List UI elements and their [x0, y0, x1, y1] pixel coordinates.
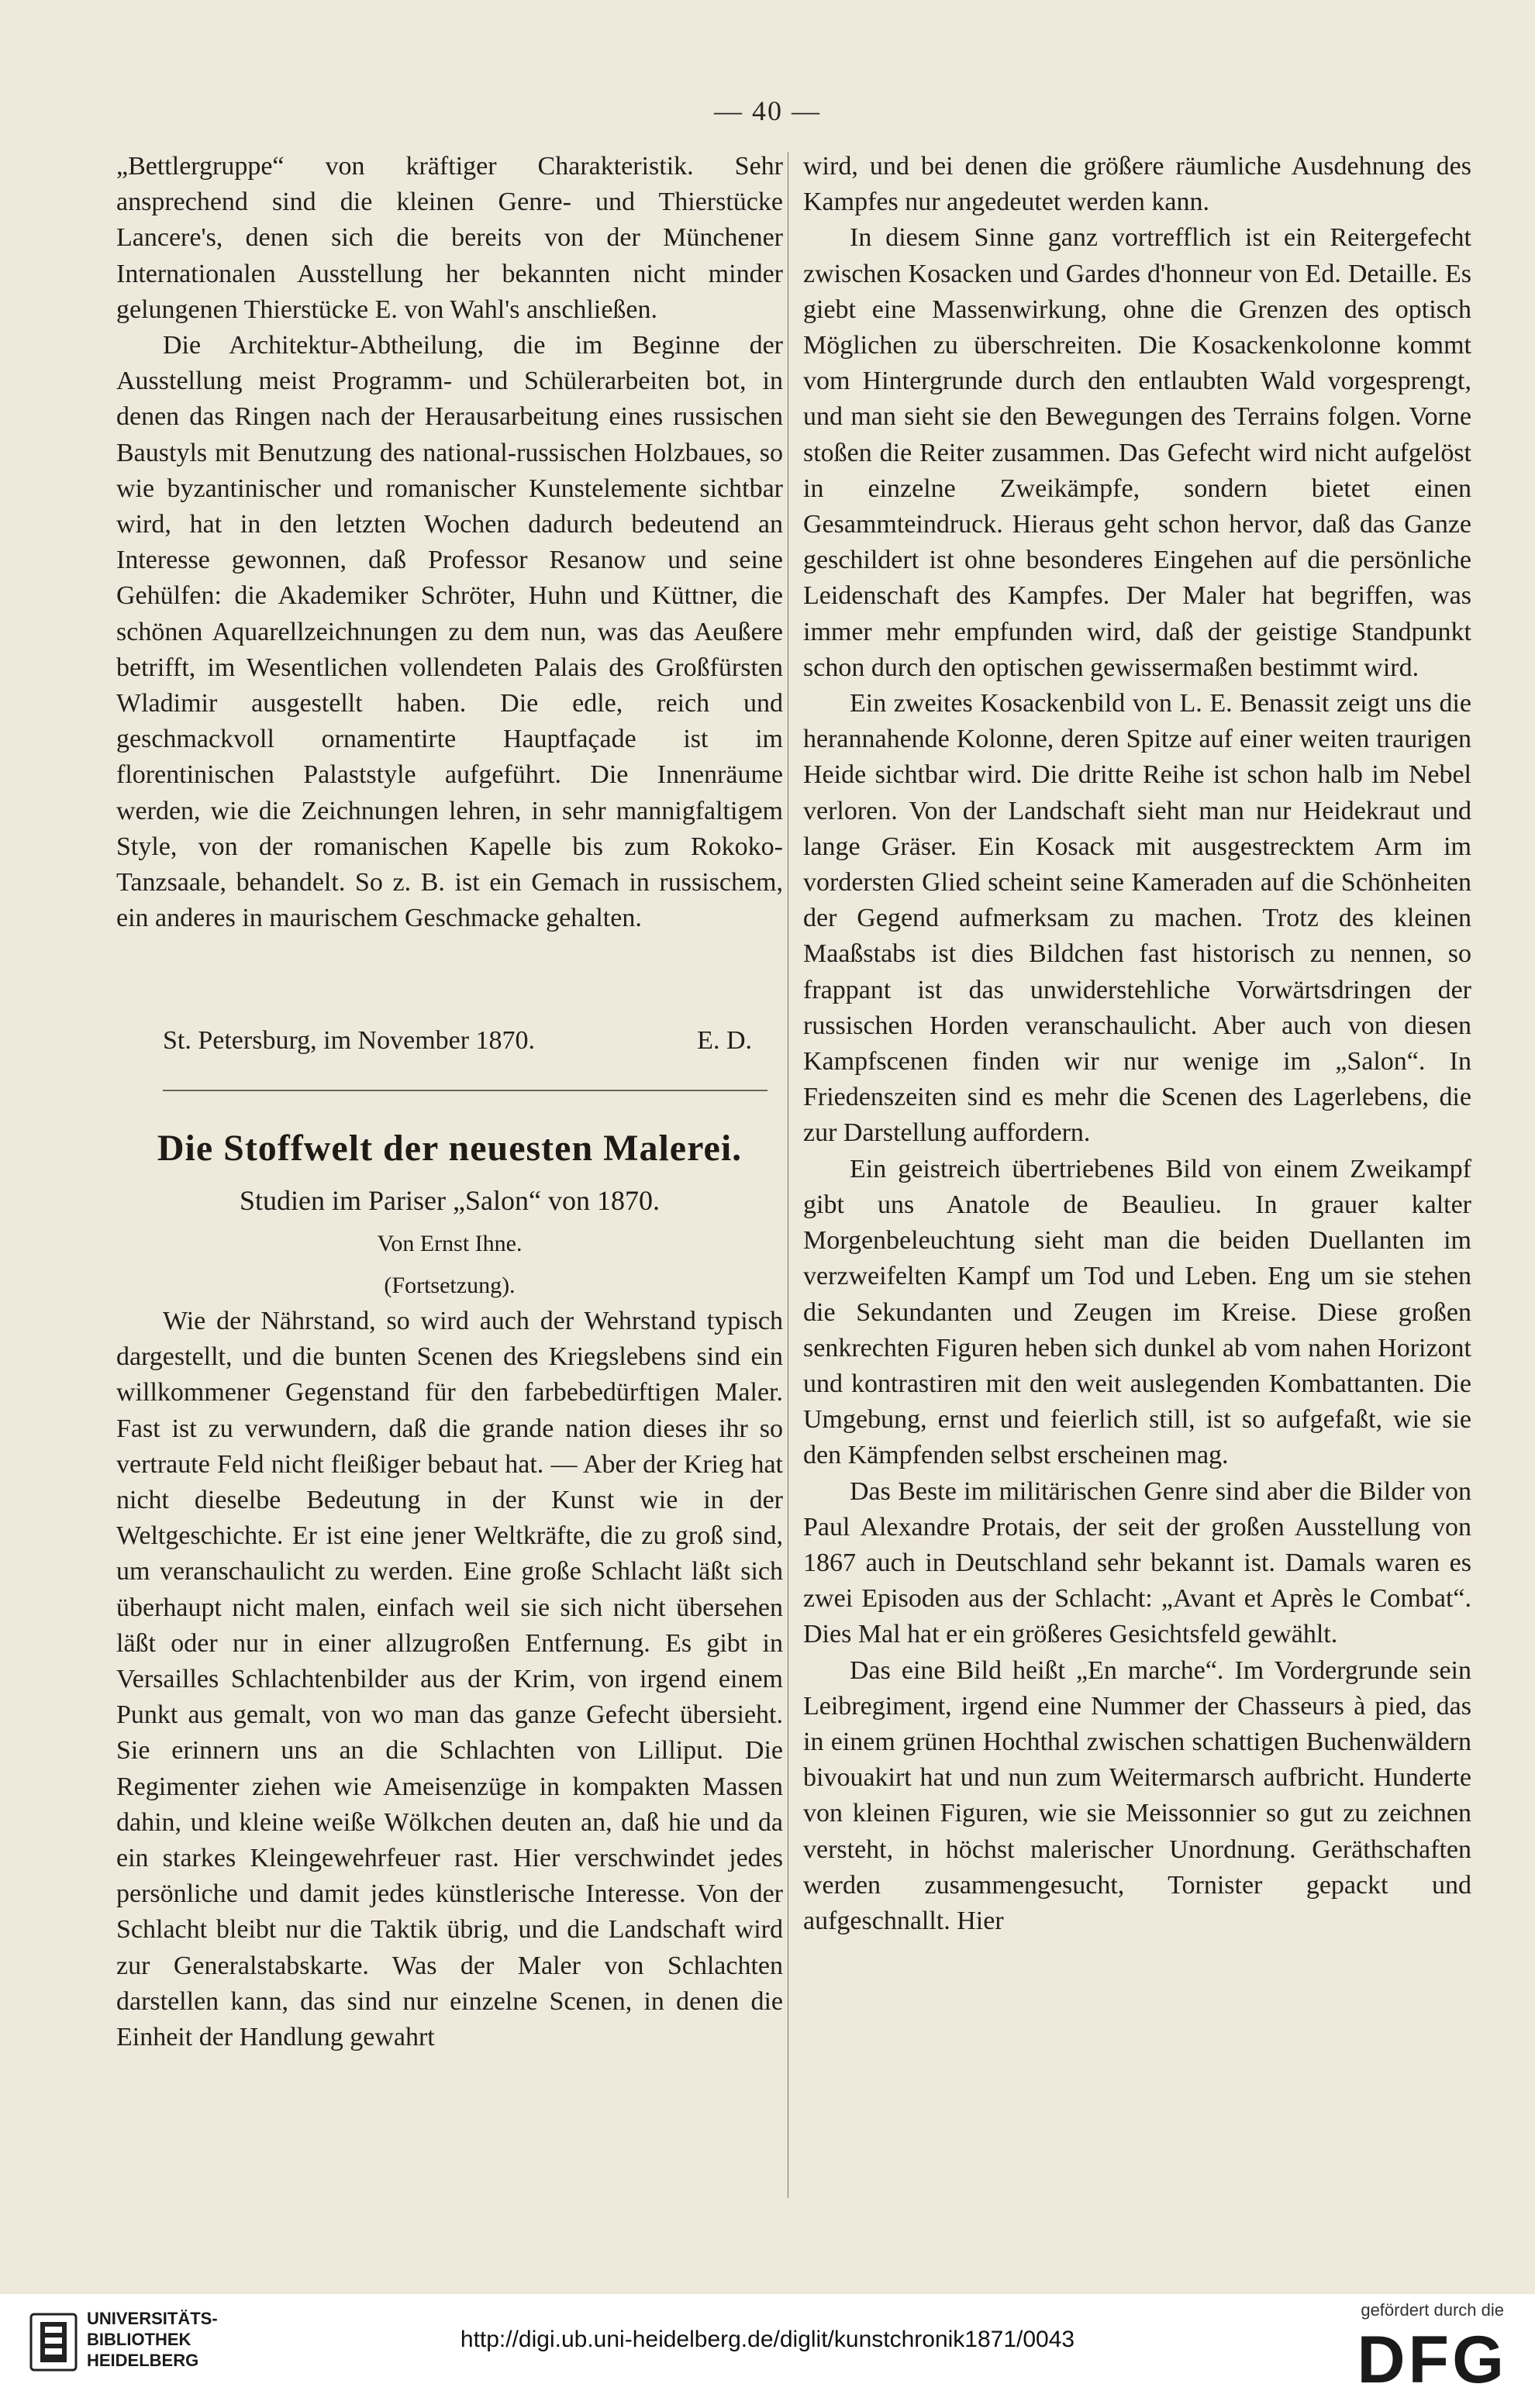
funded-by-label: gefördert durch die — [1361, 2300, 1504, 2320]
library-line-2: BIBLIOTHEK — [87, 2330, 191, 2349]
paragraph: „Bettlergruppe“ von kräftiger Charakteristik. Sehr ansprechend sind die kleinen Genre- und Thierstücke Lancere's, denen sich die bereits von der Münchener Internationalen Ausstellung her bekannten nicht minder gelungenen Thierstücke E. von Wahl's anschließen. — [116, 152, 783, 324]
right-column — [803, 149, 1471, 1939]
article-subtitle: Studien im Pariser „Salon“ von 1870. — [240, 1185, 660, 1216]
dfg-logo: DFG — [1357, 2323, 1507, 2397]
article-header — [116, 1125, 783, 1304]
page-number: — 40 — — [714, 95, 821, 126]
paragraph: wird, und bei denen die größere räumliche Ausdehnung des Kampfes nur angedeutet werden kann. — [803, 152, 1471, 217]
signature-row — [116, 1023, 783, 1059]
left-column-article — [116, 1304, 783, 2055]
library-line-3: HEIDELBERG — [87, 2351, 199, 2370]
article-title: Die Stoffwelt der neuesten Malerei. — [157, 1128, 743, 1169]
paragraph: In diesem Sinne ganz vortrefflich ist ein Reitergefecht zwischen Kosacken und Gardes d'honneur von Ed. Detaille. Es giebt eine Massenwirkung, ohne die Grenzen des optisch Möglichen zu überschreiten. Die Kosackenkolonne kommt vom Hintergrunde durch den entlaubten Wald vorgesprengt, und man sieht sie den Bewegungen des Terrains folgen. Vorne stoßen die Reiter zusammen. Das Gefecht wird nicht aufgelöst in einzelne Zweikämpfe, sondern bietet einen Gesammteindruck. Hieraus geht schon hervor, daß das Ganze geschildert ist ohne besonderes Eingehen auf die persönliche Leidenschaft des Kampfes. Der Maler hat begriffen, was immer mehr empfunden wird, daß der geistige Standpunkt schon durch den optischen gewissermaßen bestimmt wird. — [803, 223, 1471, 682]
paragraph: Ein zweites Kosackenbild von L. E. Benassit zeigt uns die herannahende Kolonne, deren Spitze auf einer weiten traurigen Heide sichtbar wird. Die dritte Reihe ist schon halb im Nebel verloren. Von der Landschaft sieht man nur Heidekraut und lange Gräser. Ein Kosack mit ausgestrecktem Arm im vordersten Glied scheint seine Kameraden auf die Schönheiten der Gegend aufmerksam zu machen. Trotz des kleinen Maaßstabs ist dies Bildchen fast historisch zu nennen, so frappant ist das unwiderstehliche Vorwärtsdringen der russischen Horden veranschaulicht. Aber auch von diesen Kampfscenen finden wir nur wenige im „Salon“. In Friedenszeiten sind es mehr die Scenen des Lagerlebens, die zur Darstellung auffordern. — [803, 689, 1471, 1148]
paragraph: Ein geistreich übertriebenes Bild von einem Zweikampf gibt uns Anatole de Beaulieu. In grauer kalter Morgenbeleuchtung sieht man die beiden Duellanten im verzweifelten Kampf um Tod und Leben. Eng um sie stehen die Sekundanten und Zeugen im Kreise. Diese großen senkrechten Figuren heben sich dunkel ab vom nahen Horizont und kontrastiren mit den weit auslegenden Kombattanten. Die Umgebung, ernst und feierlich still, ist so aufgefaßt, wie sie den Kämpfenden selbst erscheinen mag. — [803, 1154, 1471, 1470]
paragraph: Die Architektur-Abtheilung, die im Beginne der Ausstellung meist Programm- und Schülerarbeiten bot, in denen das Ringen nach der Herausarbeitung eines russischen Baustyls mit Benutzung des national-russischen Holzbaues, so wie byzantinischer und romanischer Kunstelemente sichtbar wird, hat in den letzten Wochen dadurch bedeutend an Interesse gewonnen, daß Professor Resanow und seine Gehülfen: die Akademiker Schröter, Huhn und Küttner, die schönen Aquarellzeichnungen zu dem nun, was das Aeußere betrifft, im Wesentlichen vollendeten Palais des Großfürsten Wladimir ausgestellt haben. Die edle, reich und geschmackvoll ornamentirte Hauptfaçade ist im florentinischen Palaststyle aufgeführt. Die Innenräume werden, wie die Zeichnungen lehren, in sehr mannigfaltigem Style, von der romanischen Kapelle bis zum Rokoko-Tanzsaale, behandelt. So z. B. ist ein Gemach in russischem, ein anderes in maurischem Geschmacke gehalten. — [116, 331, 783, 933]
section-rule — [163, 1090, 768, 1091]
left-column-top — [116, 149, 783, 936]
article-author: Von Ernst Ihne. — [377, 1231, 523, 1256]
paragraph: Wie der Nährstand, so wird auch der Wehrstand typisch dargestellt, und die bunten Scenen des Kriegslebens sind ein willkommener Gegenstand für den farbebedürftigen Maler. Fast ist zu verwundern, daß die grande nation dieses ihr so vertraute Feld nicht fleißiger bebaut hat. — Aber der Krieg hat nicht dieselbe Bedeutung in der Kunst wie in der Weltgeschichte. Er ist eine jener Weltkräfte, die zu groß sind, um veranschaulicht zu werden. Eine große Schlacht läßt sich überhaupt nicht malen, einfach weil sie sich nicht übersehen läßt oder nur in einer allzugroßen Entfernung. Es gibt in Versailles Schlachtenbilder aus der Krim, von irgend einem Punkt aus gemalt, von wo man das ganze Gefecht übersieht. Sie erinnern uns an die Schlachten von Lilliput. Die Regimenter ziehen wie Ameisenzüge in kompakten Massen dahin, und kleine weiße Wölkchen deuten an, daß hie und da ein starkes Kleingewehrfeuer rast. Hier verschwindet jedes persönliche und damit jedes künstlerische Interesse. Von der Schlacht bleibt nur die Taktik übrig, und die Landschaft wird zur Generalstabskarte. Was der Maler von Schlachten darstellen kann, das sind nur einzelne Scenen, in denen die Einheit der Handlung gewahrt — [116, 1307, 783, 2052]
source-url-link[interactable]: http://digi.ub.uni-heidelberg.de/diglit/kunstchronik1871/0043 — [460, 2327, 1075, 2352]
article-continuation: (Fortsetzung). — [384, 1273, 516, 1298]
signature-place-date: St. Petersburg, im November 1870. — [163, 1026, 536, 1055]
library-line-1: UNIVERSITÄTS- — [87, 2309, 218, 2328]
paragraph: Das Beste im militärischen Genre sind aber die Bilder von Paul Alexandre Protais, der seit der großen Ausstellung von 1867 auch in Deutschland sehr bekannt ist. Damals waren es zwei Episoden aus der Schlacht: „Avant et Après le Combat“. Dies Mal hat er ein größeres Gesichtsfeld gewählt. — [803, 1476, 1471, 1649]
signature-initials: E. D. — [697, 1026, 752, 1055]
paragraph: Das eine Bild heißt „En marche“. Im Vordergrunde sein Leibregiment, irgend eine Nummer der Chasseurs à pied, das in einem grünen Hochthal zwischen schattigen Buchenwäldern bivouakirt hat und nun zum Weitermarsch aufbricht. Hunderte von kleinen Figuren, wie sie Meissonnier so gut zu zeichnen versteht, in höchst malerischer Unordnung. Geräthschaften werden zusammengesucht, Tornister gepackt und aufgeschnallt. Hier — [803, 1655, 1471, 1935]
